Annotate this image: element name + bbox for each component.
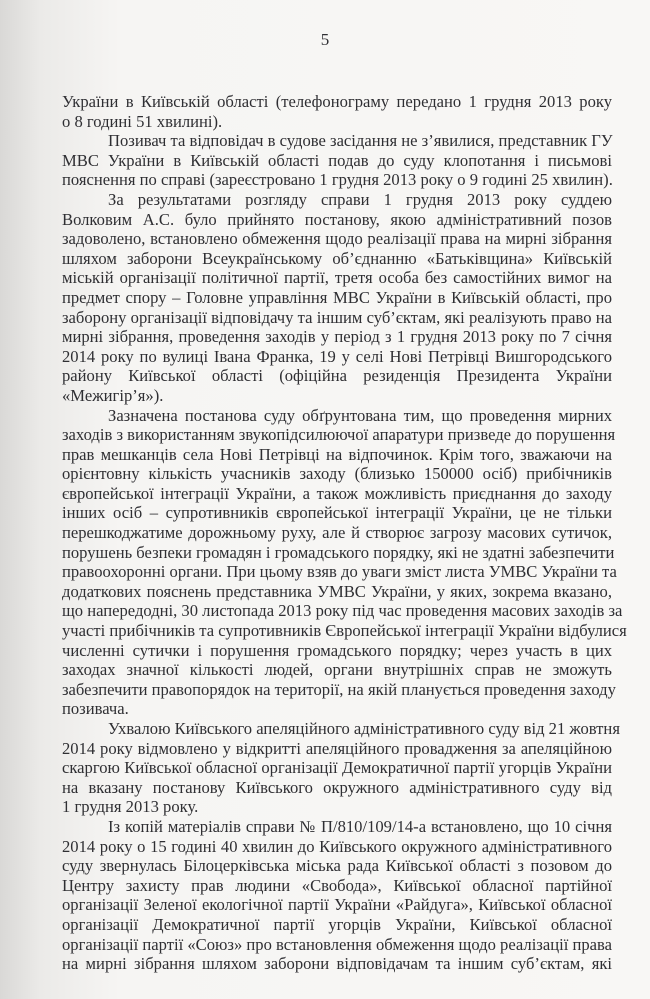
paragraph: [62, 817, 612, 974]
text-line: скаргою Київської обласної організації Демократичної партії угорців України: [62, 758, 612, 778]
text-line: Із копій матеріалів справи № П/810/109/14-а встановлено, що 10 січня: [108, 816, 612, 836]
text-line: інших осіб – супротивників європейської інтеграції України, це не тільки: [62, 503, 612, 523]
text-line: Центру захисту прав людини «Свобода», Київської обласної партійної: [62, 875, 612, 895]
text-line: численні сутички і порушення громадського порядку; через участь в цих: [62, 640, 612, 660]
paragraph: [62, 719, 620, 817]
text-line: району Київської області (офіційна резиденція Президента України: [62, 366, 612, 386]
text-line: мирні зібрання, проведення заходів у період з 1 грудня 2013 року по 7 січня: [62, 327, 612, 347]
text-line: Зазначена постанова суду обґрунтована тим, що проведення мирних: [108, 405, 612, 425]
text-line: орієнтовну кількість учасників заходу (близько 150000 осіб) прибічників: [62, 464, 612, 484]
page-number: 5: [320, 30, 330, 49]
text-line: Волковим А.С. було прийнято постанову, якою адміністративний позов: [62, 209, 612, 229]
text-line: заборону організації відповідачу та іншим суб’єктам, які реалізують право на: [62, 307, 612, 327]
text-line: суду звернулась Білоцерківська міська рада Київської області з позовом до: [62, 856, 612, 876]
text-line: предмет спору – Головне управління МВС України в Київській області, про: [62, 287, 612, 307]
text-line: задоволено, встановлено обмеження щодо реалізації права на мирні зібрання: [62, 229, 612, 249]
paragraph: [62, 92, 612, 131]
paragraph: [62, 405, 627, 720]
text-line: організації Демократичної партії угорців України, Київської обласної: [62, 914, 612, 934]
text-line: Позивач та відповідач в судове засідання не з’явилися, представник ГУ: [108, 131, 613, 151]
text-line: перешкоджатиме дорожньому руху, але й створює загрозу масових сутичок,: [62, 523, 612, 543]
text-line: позивача.: [62, 699, 129, 719]
text-line: міській організації політичної партії, третя особа без самостійних вимог на: [62, 268, 612, 288]
text-line: європейської інтеграції України, а також можливість приєднання до заходу: [62, 483, 612, 503]
text-line: 2014 року відмовлено у відкритті апеляційного провадження за апеляційною: [62, 738, 612, 758]
text-line: додаткових пояснень представника УМВС України, у яких, зокрема вказано,: [62, 581, 612, 601]
text-line: організації партії «Союз» про встановлення обмеження щодо реалізації права: [62, 934, 612, 954]
document-body: [62, 92, 627, 974]
text-line: «Межигір’я»).: [62, 385, 164, 405]
text-line: о 8 годині 51 хвилині).: [62, 111, 223, 131]
text-line: організації Зеленої екологічної партії України «Райдуга», Київської обласної: [62, 895, 612, 915]
paragraph: [62, 131, 612, 190]
text-line: на вказану постанову Київського окружного адміністративного суду від: [62, 777, 612, 797]
text-line: 2014 року о 15 годині 40 хвилин до Київського окружного адміністративного: [62, 836, 612, 856]
text-line: прав мешканців села Нові Петрівці на відпочинок. Крім того, зважаючи на: [62, 444, 612, 464]
text-line: шляхом заборони Всеукраїнському об’єднанню «Батьківщина» Київській: [62, 248, 612, 268]
text-line: на мирні зібрання шляхом заборони відповідачам та іншим суб’єктам, які: [62, 954, 612, 974]
text-line: участі прибічників та супротивників Європейської інтеграції України відбулися: [62, 621, 627, 641]
text-line: порушень безпеки громадян і громадського порядку, які не здатні забезпечити: [62, 542, 615, 562]
text-line: За результатами розгляду справи 1 грудня 2013 року суддею: [108, 189, 612, 209]
text-line: пояснення по справі (зареєстровано 1 грудня 2013 року о 9 годині 25 хвилин).: [62, 170, 613, 190]
paragraph: [62, 190, 612, 406]
text-line: заходах значної кількості людей, органи внутрішніх справ не зможуть: [62, 660, 612, 680]
text-line: 2014 року по вулиці Івана Франка, 19 у селі Нові Петрівці Вишгородського: [62, 346, 612, 366]
text-line: заходів з використанням звукопідсилюючої апаратури призведе до порушення: [62, 425, 616, 445]
text-line: правоохоронні органи. При цьому взяв до уваги зміст листа УМВС України та: [62, 562, 617, 582]
text-line: Ухвалою Київського апеляційного адміністративного суду від 21 жовтня: [108, 719, 620, 738]
text-line: забезпечити правопорядок на території, на якій планується проведення заходу: [62, 679, 616, 699]
text-line: України в Київській області (телефонограму передано 1 грудня 2013 року: [62, 92, 612, 111]
text-line: що напередодні, 30 листопада 2013 року під час проведення масових заходів за: [62, 601, 623, 621]
text-line: 1 грудня 2013 року.: [62, 797, 199, 817]
text-line: МВС України в Київській області подав до суду клопотання і письмові: [62, 150, 612, 170]
